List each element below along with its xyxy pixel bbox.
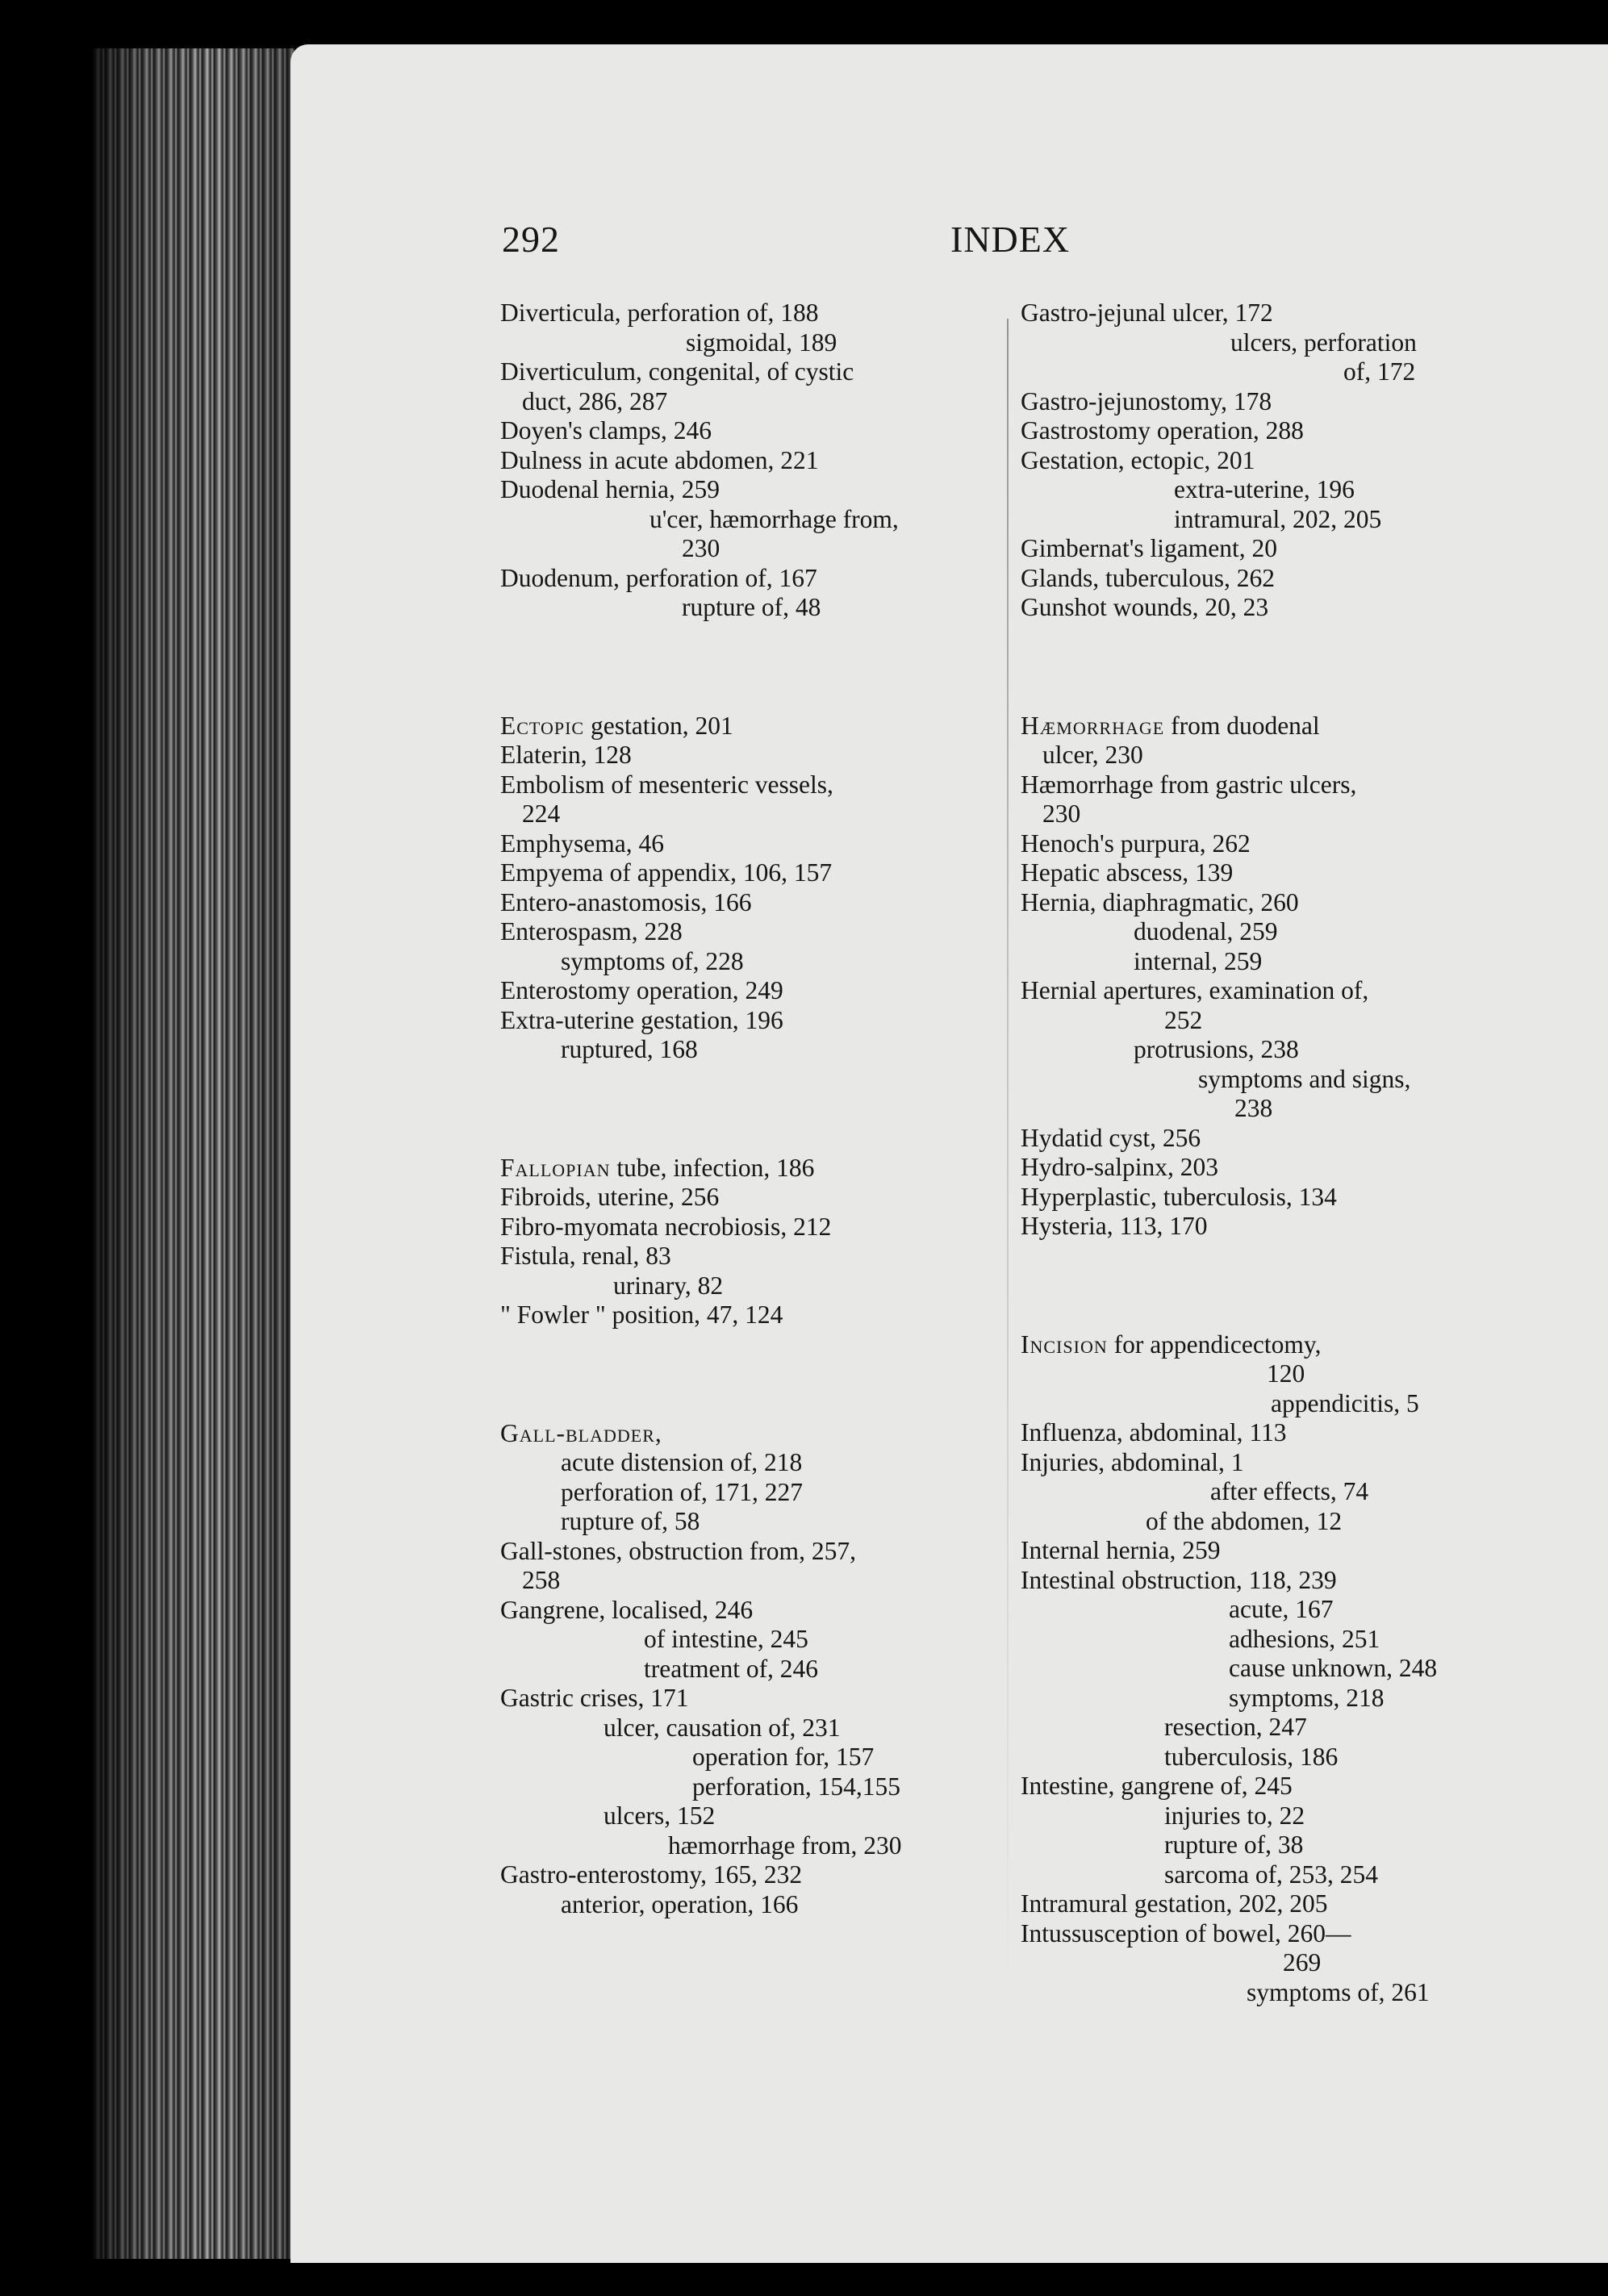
- column-divider: [1007, 319, 1009, 2005]
- index-entry-text: tube, infection, 186: [610, 1153, 815, 1182]
- section-lead-word: Incision: [1021, 1330, 1108, 1359]
- index-entry: [1021, 564, 1513, 594]
- index-entry: [500, 1566, 980, 1596]
- index-entry-text: protrusions, 238: [1134, 1035, 1299, 1063]
- index-entry-text: u'cer, hæmorrhage from,: [649, 504, 899, 533]
- index-entry: [1021, 1507, 1513, 1537]
- index-entry-text: intramural, 202, 205: [1174, 504, 1382, 533]
- index-entry-text: Hydro-salpinx, 203: [1021, 1153, 1218, 1181]
- index-entry-text: internal, 259: [1134, 946, 1263, 975]
- index-entry-text: symptoms of, 261: [1247, 1977, 1430, 2006]
- index-entry: [500, 446, 980, 476]
- index-entry-text: Extra-uterine gestation, 196: [500, 1005, 783, 1034]
- index-entry: [1021, 1625, 1513, 1655]
- index-entry-text: rupture of, 48: [682, 593, 821, 621]
- index-entry-text: Glands, tuberculous, 262: [1021, 563, 1275, 592]
- section-gap: [1021, 1242, 1513, 1330]
- index-entry: [1021, 1860, 1513, 1890]
- index-entry: [1021, 1418, 1513, 1448]
- index-entry: [500, 1300, 980, 1330]
- section-gap: [1021, 623, 1513, 712]
- index-entry-text: for appendicectomy,: [1107, 1330, 1322, 1359]
- index-entry: [1021, 1448, 1513, 1478]
- index-entry-text: Diverticulum, congenital, of cystic: [500, 357, 854, 386]
- index-entry: [500, 298, 980, 328]
- index-entry-text: Gunshot wounds, 20, 23: [1021, 593, 1269, 621]
- index-entry-text: operation for, 157: [692, 1743, 875, 1771]
- index-entry: [1021, 917, 1513, 947]
- index-entry: [1021, 1831, 1513, 1860]
- book-spine-shadow: [93, 48, 294, 2259]
- index-entry: [1021, 1978, 1513, 2008]
- index-entry: [1021, 1919, 1513, 1949]
- index-entry-text: Entero-anastomosis, 166: [500, 887, 752, 916]
- index-entry: [500, 1625, 980, 1655]
- index-entry-text: sarcoma of, 253, 254: [1164, 1860, 1379, 1889]
- index-column-right: [1021, 298, 1513, 2007]
- index-entry: [1021, 1477, 1513, 1507]
- index-entry: [1021, 328, 1513, 358]
- index-entry: [1021, 1801, 1513, 1831]
- index-entry: [1021, 1035, 1513, 1065]
- index-entry-text: duct, 286, 287: [522, 386, 668, 415]
- index-entry-text: 120: [1267, 1359, 1305, 1388]
- index-entry: [500, 947, 980, 977]
- index-entry-text: Hysteria, 113, 170: [1021, 1212, 1208, 1240]
- index-entry: [500, 1213, 980, 1242]
- index-entry-text: ruptured, 168: [561, 1035, 698, 1063]
- index-entry-text: after effects, 74: [1210, 1477, 1369, 1505]
- index-entry: [1021, 947, 1513, 977]
- index-entry: [1021, 1359, 1513, 1389]
- index-entry-text: Gangrene, localised, 246: [500, 1595, 754, 1624]
- index-entry-text: 230: [682, 534, 720, 562]
- index-entry: [500, 1655, 980, 1684]
- index-entry: [1021, 1153, 1513, 1183]
- index-entry-text: Intramural gestation, 202, 205: [1021, 1889, 1328, 1918]
- index-entry: [500, 1537, 980, 1567]
- index-entry: [500, 741, 980, 770]
- index-entry-text: Injuries, abdominal, 1: [1021, 1447, 1244, 1476]
- page-number: 292: [502, 219, 560, 260]
- index-entry: [500, 829, 980, 859]
- index-entry-text: Gastro-jejunostomy, 178: [1021, 386, 1272, 415]
- index-entry: [1021, 505, 1513, 535]
- index-entry-text: of, 172: [1343, 357, 1416, 386]
- index-entry-text: symptoms and signs,: [1198, 1064, 1411, 1093]
- index-entry: [1021, 1065, 1513, 1095]
- index-entry: [500, 917, 980, 947]
- index-entry-text: 238: [1234, 1094, 1273, 1122]
- index-entry-text: 230: [1042, 799, 1081, 828]
- index-entry: [500, 564, 980, 594]
- index-entry: [500, 1478, 980, 1508]
- index-entry-text: 269: [1283, 1948, 1322, 1977]
- index-entry-text: of intestine, 245: [644, 1625, 808, 1653]
- index-entry-text: Henoch's purpura, 262: [1021, 829, 1251, 858]
- index-entry: [1021, 888, 1513, 918]
- index-entry: [500, 1743, 980, 1772]
- section-lead-word: Gall-bladder,: [500, 1418, 662, 1447]
- index-entry-text: Duodenal hernia, 259: [500, 475, 720, 503]
- index-entry-text: extra-uterine, 196: [1174, 475, 1355, 503]
- index-entry: [1021, 741, 1513, 770]
- index-entry-text: Gestation, ectopic, 201: [1021, 445, 1255, 474]
- index-entry: [1021, 1654, 1513, 1684]
- index-entry-text: ulcer, 230: [1042, 741, 1143, 769]
- index-entry-text: Embolism of mesenteric vessels,: [500, 770, 833, 799]
- index-entry: [500, 1242, 980, 1271]
- index-entry: [500, 712, 980, 741]
- index-entry: [1021, 1124, 1513, 1154]
- index-entry-text: symptoms, 218: [1229, 1683, 1385, 1712]
- section-lead-word: Ectopic: [500, 711, 585, 740]
- index-entry-text: rupture of, 38: [1164, 1831, 1304, 1859]
- index-entry: [1021, 1743, 1513, 1772]
- index-entry-text: urinary, 82: [613, 1271, 724, 1300]
- index-entry-text: Fistula, renal, 83: [500, 1242, 671, 1270]
- index-entry: [1021, 298, 1513, 328]
- index-entry: [500, 1271, 980, 1301]
- index-entry-text: Fibroids, uterine, 256: [500, 1183, 720, 1211]
- index-entry-text: acute distension of, 218: [561, 1448, 803, 1476]
- index-entry-text: Diverticula, perforation of, 188: [500, 298, 819, 327]
- index-entry: [500, 1860, 980, 1890]
- index-entry: [1021, 712, 1513, 741]
- index-entry: [1021, 1889, 1513, 1919]
- index-entry: [1021, 1183, 1513, 1213]
- index-entry-text: Fibro-myomata necrobiosis, 212: [500, 1212, 832, 1241]
- index-entry-text: Enterostomy operation, 249: [500, 976, 783, 1004]
- index-entry: [1021, 475, 1513, 505]
- index-entry-text: Hernial apertures, examination of,: [1021, 976, 1369, 1004]
- index-entry: [500, 1154, 980, 1183]
- index-entry-text: Hepatic abscess, 139: [1021, 858, 1234, 887]
- index-entry-text: Emphysema, 46: [500, 829, 664, 858]
- index-entry-text: Gastrostomy operation, 288: [1021, 416, 1304, 445]
- index-entry-text: hæmorrhage from, 230: [668, 1831, 902, 1860]
- index-entry-text: Duodenum, perforation of, 167: [500, 563, 817, 592]
- index-entry-text: Gimbernat's ligament, 20: [1021, 534, 1277, 562]
- section-gap: [500, 623, 980, 712]
- index-entry: [1021, 770, 1513, 800]
- index-entry: [500, 1419, 980, 1449]
- index-entry-text: ulcers, 152: [604, 1801, 716, 1830]
- index-entry: [1021, 357, 1513, 387]
- index-entry: [500, 1596, 980, 1626]
- index-entry-text: resection, 247: [1164, 1713, 1307, 1741]
- index-entry: [500, 416, 980, 446]
- index-entry: [500, 1714, 980, 1743]
- page-title: INDEX: [950, 219, 1071, 260]
- index-entry: [1021, 1536, 1513, 1566]
- index-entry: [1021, 1566, 1513, 1596]
- index-entry: [1021, 1094, 1513, 1124]
- index-entry: [1021, 1772, 1513, 1801]
- index-entry: [500, 1831, 980, 1861]
- index-entry: [1021, 593, 1513, 623]
- index-entry-text: of the abdomen, 12: [1146, 1506, 1343, 1535]
- index-entry-text: 252: [1164, 1005, 1203, 1034]
- section-gap: [500, 1330, 980, 1419]
- index-entry-text: Gastric crises, 171: [500, 1684, 689, 1712]
- section-lead-word: Hæmorrhage: [1021, 711, 1165, 740]
- index-entry-text: Influenza, abdominal, 113: [1021, 1418, 1287, 1446]
- index-entry: [1021, 976, 1513, 1006]
- index-entry: [1021, 1948, 1513, 1978]
- index-entry-text: treatment of, 246: [644, 1654, 819, 1683]
- index-entry: [500, 976, 980, 1006]
- index-entry: [500, 888, 980, 918]
- index-entry: [1021, 1389, 1513, 1419]
- index-entry-text: Hæmorrhage from gastric ulcers,: [1021, 770, 1357, 799]
- index-entry-text: " Fowler " position, 47, 124: [500, 1300, 783, 1329]
- index-entry-text: perforation, 154,155: [692, 1772, 901, 1801]
- index-entry-text: gestation, 201: [584, 711, 733, 740]
- index-entry: [500, 357, 980, 387]
- index-entry: [1021, 1212, 1513, 1242]
- index-entry-text: tuberculosis, 186: [1164, 1742, 1339, 1771]
- index-entry-text: Internal hernia, 259: [1021, 1536, 1221, 1564]
- index-entry: [1021, 829, 1513, 859]
- index-entry: [500, 1448, 980, 1478]
- index-entry-text: Gastro-enterostomy, 165, 232: [500, 1860, 803, 1889]
- index-entry: [1021, 1006, 1513, 1036]
- index-entry: [500, 593, 980, 623]
- index-entry: [500, 1772, 980, 1802]
- index-entry: [500, 1801, 980, 1831]
- index-entry: [500, 1890, 980, 1920]
- index-entry-text: ulcer, causation of, 231: [604, 1713, 841, 1742]
- index-entry: [500, 475, 980, 505]
- index-entry-text: Hydatid cyst, 256: [1021, 1123, 1201, 1152]
- index-entry-text: perforation of, 171, 227: [561, 1477, 804, 1506]
- index-entry-text: from duodenal: [1164, 711, 1320, 740]
- index-entry-text: acute, 167: [1229, 1595, 1334, 1623]
- index-entry-text: rupture of, 58: [561, 1507, 700, 1535]
- index-entry-text: cause unknown, 248: [1229, 1654, 1438, 1682]
- index-entry: [500, 328, 980, 358]
- index-entry: [500, 505, 980, 535]
- index-entry-text: ulcers, perforation: [1230, 328, 1417, 357]
- index-entry-text: adhesions, 251: [1229, 1624, 1380, 1653]
- index-entry-text: 224: [522, 799, 561, 828]
- index-entry: [500, 534, 980, 564]
- index-entry: [1021, 387, 1513, 417]
- index-entry-text: Enterospasm, 228: [500, 917, 683, 946]
- index-entry: [500, 1035, 980, 1065]
- index-entry: [500, 1684, 980, 1714]
- index-entry: [1021, 1684, 1513, 1714]
- index-entry-text: Elaterin, 128: [500, 741, 632, 769]
- index-entry: [1021, 1713, 1513, 1743]
- index-entry: [500, 387, 980, 417]
- index-entry-text: injuries to, 22: [1164, 1801, 1305, 1830]
- index-column-left: [500, 298, 980, 1919]
- index-entry-text: Doyen's clamps, 246: [500, 416, 712, 445]
- index-entry: [500, 1183, 980, 1213]
- index-entry: [1021, 799, 1513, 829]
- index-entry-text: Empyema of appendix, 106, 157: [500, 858, 833, 887]
- index-entry: [500, 799, 980, 829]
- index-entry-text: Gall-stones, obstruction from, 257,: [500, 1536, 856, 1565]
- index-entry: [500, 770, 980, 800]
- index-entry-text: Hernia, diaphragmatic, 260: [1021, 887, 1299, 916]
- index-entry-text: Gastro-jejunal ulcer, 172: [1021, 298, 1273, 327]
- index-entry-text: sigmoidal, 189: [686, 328, 837, 357]
- index-entry-text: anterior, operation, 166: [561, 1889, 799, 1918]
- index-entry-text: Hyperplastic, tuberculosis, 134: [1021, 1182, 1337, 1211]
- index-entry-text: 258: [522, 1566, 561, 1594]
- section-gap: [500, 1065, 980, 1154]
- index-entry: [500, 1507, 980, 1537]
- index-entry: [500, 858, 980, 888]
- index-entry-text: Intussusception of bowel, 260—: [1021, 1918, 1351, 1947]
- index-entry-text: Intestine, gangrene of, 245: [1021, 1772, 1293, 1800]
- index-entry: [1021, 446, 1513, 476]
- index-entry-text: Intestinal obstruction, 118, 239: [1021, 1565, 1337, 1594]
- index-entry-text: duodenal, 259: [1134, 917, 1278, 946]
- index-entry: [1021, 858, 1513, 888]
- index-entry: [1021, 1330, 1513, 1360]
- index-entry-text: Dulness in acute abdomen, 221: [500, 445, 819, 474]
- index-entry-text: appendicitis, 5: [1271, 1388, 1419, 1417]
- index-entry: [1021, 534, 1513, 564]
- section-lead-word: Fallopian: [500, 1153, 611, 1182]
- index-entry: [500, 1006, 980, 1036]
- index-entry: [1021, 1595, 1513, 1625]
- index-entry-text: symptoms of, 228: [561, 946, 744, 975]
- index-entry: [1021, 416, 1513, 446]
